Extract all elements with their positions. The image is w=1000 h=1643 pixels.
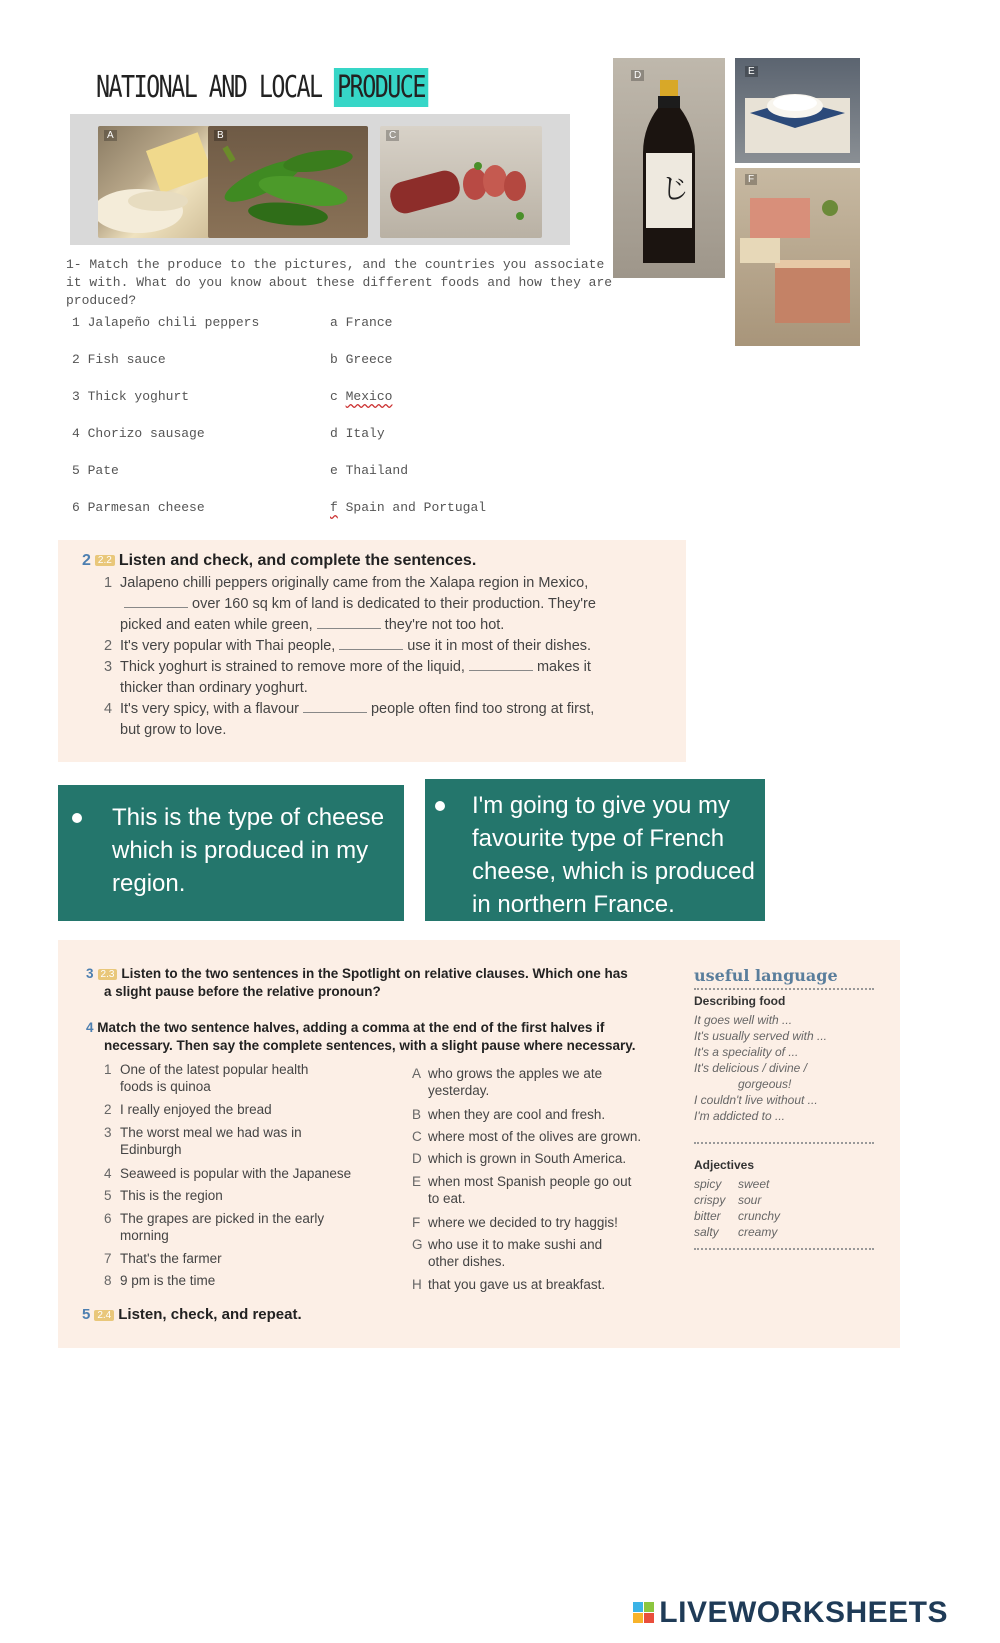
phrase-list <box>694 1012 874 1124</box>
adjective: sweet <box>738 1177 770 1191</box>
photo-label-a: A <box>104 130 117 141</box>
ex2-line-2: over 160 sq km of land is dedicated to their production. They're <box>120 596 596 612</box>
ex4-left-1b: foods is quinoa <box>120 1079 211 1094</box>
photo-label-c: C <box>386 130 399 141</box>
food-item: Fish sauce <box>87 352 166 367</box>
chorizo-image <box>380 126 542 238</box>
adjective-grid <box>694 1176 874 1240</box>
food-item: Parmesan cheese <box>87 500 205 515</box>
adjective: creamy <box>738 1225 778 1239</box>
adjective: salty <box>694 1225 719 1239</box>
ex4-left-4: 4 Seaweed is popular with the Japanese <box>104 1166 352 1181</box>
ex2-line-4: 2 It's very popular with Thai people, use it in most of their dishes. <box>104 638 592 654</box>
svg-text:じ: じ <box>661 172 690 205</box>
country-item: Mexico <box>345 389 393 404</box>
adjective: spicy <box>694 1177 722 1191</box>
ex4-right-h: H that you gave us at breakfast. <box>412 1277 606 1292</box>
answer-blank[interactable] <box>469 670 533 671</box>
match-left-2: 2 Fish sauce <box>72 352 166 367</box>
food-item: Chorizo sausage <box>87 426 205 441</box>
exercise4-line-1: 4 Match the two sentence halves, adding a comma at the end of the first halves if <box>86 1020 605 1035</box>
example-text-2: I'm going to give you my favourite type of French cheese, which is produced in northern France. <box>472 792 755 918</box>
adjective: sour <box>738 1193 762 1207</box>
food-item: Jalapeño chili peppers <box>87 315 260 330</box>
adjective: bitter <box>694 1209 721 1223</box>
ex4-right-e: E when most Spanish people go out <box>412 1174 632 1189</box>
adjective: crispy <box>694 1193 726 1207</box>
phrase-item: I'm addicted to ... <box>694 1109 786 1123</box>
food-item: Thick yoghurt <box>87 389 190 404</box>
photo-label-b: B <box>214 130 227 141</box>
country-item: France <box>345 315 393 330</box>
match-right-f: f Spain and Portugal <box>330 500 487 515</box>
fish-sauce-image <box>613 58 725 278</box>
answer-blank[interactable] <box>303 712 367 713</box>
answer-blank[interactable] <box>339 649 403 650</box>
example-box-2 <box>425 779 765 921</box>
match-left-1: 1 Jalapeño chili peppers <box>72 315 260 330</box>
ex4-right-b: B when they are cool and fresh. <box>412 1107 606 1122</box>
bullet-icon <box>72 813 82 823</box>
exercise2-heading: 2 2.2 Listen and check, and complete the sentences. <box>82 552 477 569</box>
worksheet-title <box>96 70 428 105</box>
liveworksheets-logo <box>633 1596 948 1630</box>
photo-label-e: E <box>745 66 758 77</box>
ex4-left-2: 2 I really enjoyed the bread <box>104 1102 272 1117</box>
match-right-b: b Greece <box>330 352 393 367</box>
ex4-right-d: D which is grown in South America. <box>412 1151 627 1166</box>
match-right-d: d Italy <box>330 426 385 441</box>
example-text-1: This is the type of cheese which is produced in my region. <box>112 804 385 897</box>
ex4-left-6b: morning <box>120 1228 169 1243</box>
title-highlight: PRODUCE <box>334 68 428 107</box>
photo-label-f: F <box>745 174 757 185</box>
exercise1-instruction: 1- Match the produce to the pictures, and the countries you associate it with. What do you know about these different foods and how they are produced? <box>66 257 613 308</box>
photo-strip <box>70 114 570 245</box>
phrase-item: It's a speciality of ... <box>694 1045 799 1059</box>
phrase-item: It's delicious / divine / <box>694 1061 808 1075</box>
peppers-image <box>208 126 368 238</box>
food-item: Pate <box>87 463 119 478</box>
match-left-5: 5 Pate <box>72 463 119 478</box>
country-item: Italy <box>345 426 385 441</box>
photo-c-chorizo <box>380 126 542 238</box>
useful-language-subtitle: Describing food <box>694 994 786 1008</box>
title-prefix: NATIONAL AND LOCAL <box>96 70 335 105</box>
match-left-3: 3 Thick yoghurt <box>72 389 190 404</box>
ex4-left-5: 5 This is the region <box>104 1188 223 1203</box>
ex4-left-8: 8 9 pm is the time <box>104 1273 216 1288</box>
ex4-right-e2: to eat. <box>428 1191 466 1206</box>
pate-image <box>735 168 860 346</box>
ex4-left-3b: Edinburgh <box>120 1142 182 1157</box>
ex4-right-c: C where most of the olives are grown. <box>412 1129 642 1144</box>
ex4-right-f: F where we decided to try haggis! <box>412 1215 618 1230</box>
match-right-c: c Mexico <box>330 389 393 404</box>
photo-f-pate <box>735 168 860 346</box>
country-item: Spain and Portugal <box>345 500 487 515</box>
photo-e-yoghurt <box>735 58 860 163</box>
logo-mark-icon <box>633 1602 655 1624</box>
phrase-item: It goes well with ... <box>694 1013 793 1027</box>
ex2-line-7: 4 It's very spicy, with a flavour people often find too strong at first, <box>104 701 595 717</box>
useful-language-title: useful language <box>694 966 838 985</box>
ex4-left-1: 1 One of the latest popular health <box>104 1062 309 1077</box>
answer-blank[interactable] <box>317 628 381 629</box>
ex4-left-7: 7 That's the farmer <box>104 1251 222 1266</box>
phrase-item: gorgeous! <box>738 1077 792 1091</box>
phrase-item: I couldn't live without ... <box>694 1093 818 1107</box>
match-right-a: a France <box>330 315 393 330</box>
photo-d-fish-sauce <box>613 58 725 278</box>
logo-text: LIVEWORKSHEETS <box>659 1596 948 1629</box>
answer-blank[interactable] <box>124 607 188 608</box>
country-item: Thailand <box>345 463 409 478</box>
ex2-line-8: but grow to love. <box>120 722 227 738</box>
exercise3-line-1: 3 2.3 Listen to the two sentences in the Spotlight on relative clauses. Which one has <box>86 966 628 981</box>
ex2-line-3: picked and eaten while green, they're not too hot. <box>120 617 505 633</box>
ex4-right-g: G who use it to make sushi and <box>412 1237 603 1252</box>
phrase-item: It's usually served with ... <box>694 1029 828 1043</box>
country-item: Greece <box>345 352 393 367</box>
photo-b-peppers <box>208 126 368 238</box>
exercise3-5-panel <box>58 940 900 1348</box>
ex4-right-a: A who grows the apples we ate <box>412 1066 603 1081</box>
bullet-icon <box>435 801 445 811</box>
ex2-line-6: thicker than ordinary yoghurt. <box>120 680 308 696</box>
ex4-right-a2: yesterday. <box>428 1083 490 1098</box>
ex4-left-6: 6 The grapes are picked in the early <box>104 1211 325 1226</box>
ex2-line-1: 1 Jalapeno chilli peppers originally came from the Xalapa region in Mexico, <box>104 575 589 591</box>
adjective: crunchy <box>738 1209 781 1223</box>
exercise5-line: 5 2.4 Listen, check, and repeat. <box>82 1306 302 1323</box>
ex2-line-5: 3 Thick yoghurt is strained to remove more of the liquid, makes it <box>104 659 591 675</box>
ex4-left-3: 3 The worst meal we had was in <box>104 1125 302 1140</box>
match-left-4: 4 Chorizo sausage <box>72 426 205 441</box>
exercise3-line-2: a slight pause before the relative pronoun? <box>104 984 381 999</box>
ex4-right-g2: other dishes. <box>428 1254 506 1269</box>
match-right-e: e Thailand <box>330 463 409 478</box>
match-left-6: 6 Parmesan cheese <box>72 500 205 515</box>
adjectives-title: Adjectives <box>694 1158 755 1172</box>
photo-label-d: D <box>631 70 644 81</box>
useful-language-box <box>694 966 874 1250</box>
exercise4-line-2: necessary. Then say the complete sentences, with a slight pause where necessary. <box>104 1038 636 1053</box>
exercise2-panel <box>58 540 686 762</box>
example-box-1 <box>58 785 404 921</box>
